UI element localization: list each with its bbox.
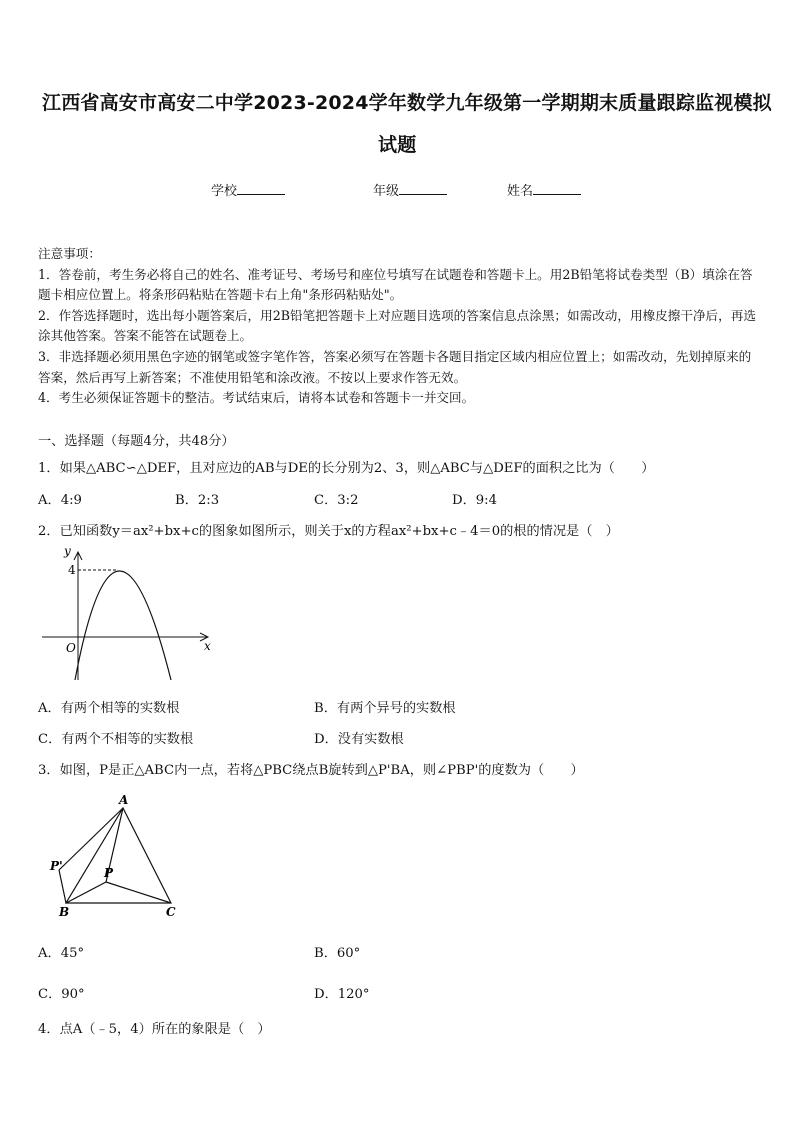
q2-option-c: C．有两个不相等的实数根 xyxy=(38,732,194,747)
note-item: 3．非选择题必须用黑色字迹的钢笔或签字笔作答，答案必须写在答题卡各题目指定区域内相应位置上；如需改动，先划掉原来的答案，然后再写上新答案；不准使用铅笔和涂改液。不按以上要求作答无效。 xyxy=(38,348,752,385)
grade-label: 年级 xyxy=(373,184,400,199)
school-blank xyxy=(237,182,285,195)
y-axis-label: y xyxy=(64,546,71,558)
vertex-c-label: C xyxy=(166,905,176,919)
q2-option-d: D．没有实数根 xyxy=(314,732,404,747)
q1-option-a: A．4:9 xyxy=(38,493,82,508)
q2-option-a: A．有两个相等的实数根 xyxy=(38,701,180,716)
x-axis-label: x xyxy=(204,639,211,653)
title-line-2: 试题 xyxy=(378,134,417,156)
q3-option-d: D．120° xyxy=(314,987,370,1002)
q3-option-a: A．45° xyxy=(38,946,85,961)
exam-notes xyxy=(38,244,760,409)
vertex-a-label: A xyxy=(119,793,129,807)
question-4-stem: 4．点A（﹣5，4）所在的象限是（ ） xyxy=(38,1022,271,1037)
title-line-1: 江西省高安市高安二中学2023-2024学年数学九年级第一学期期末质量跟踪监视模拟 xyxy=(42,92,772,114)
point-p-label: P xyxy=(104,866,114,880)
triangle-abc xyxy=(66,808,171,903)
grade-field xyxy=(373,180,447,199)
question-3-stem: 3．如图，P是正△ABC内一点，若将△PBC绕点B旋转到△P'BA，则∠PBP'的度数为（ ） xyxy=(38,763,584,778)
triangle-figure xyxy=(40,790,200,925)
name-field xyxy=(507,180,581,199)
question-2-stem: 2．已知函数y＝ax²+bx+c的图象如图所示，则关于x的方程ax²+bx+c﹣4＝0的根的情况是（ ） xyxy=(38,524,619,539)
segment-p1b xyxy=(59,870,66,903)
parabola-curve xyxy=(75,571,171,680)
q3-option-c: C．90° xyxy=(38,987,85,1002)
q3-option-b: B．60° xyxy=(314,946,361,961)
note-item: 2．作答选择题时，选出每小题答案后，用2B铅笔把答题卡上对应题目选项的答案信息点涂黑；如需改动，用橡皮擦干净后，再选涂其他答案。答案不能答在试题卷上。 xyxy=(38,307,756,344)
grade-blank xyxy=(399,182,447,195)
question-1-stem: 1．如果△ABC∽△DEF，且对应边的AB与DE的长分别为2、3，则△ABC与△DEF的面积之比为（ ） xyxy=(38,461,655,476)
name-label: 姓名 xyxy=(507,184,534,199)
q1-option-b: B．2:3 xyxy=(175,493,220,508)
segment-pc xyxy=(106,882,171,903)
name-blank xyxy=(533,182,581,195)
max-value-label: 4 xyxy=(68,563,76,577)
parabola-graph xyxy=(38,546,218,686)
q2-option-b: B．有两个异号的实数根 xyxy=(314,701,456,716)
school-label: 学校 xyxy=(211,184,238,199)
origin-label: O xyxy=(66,641,76,655)
section-heading: 一、选择题（每题4分，共48分） xyxy=(38,434,235,449)
school-field xyxy=(211,180,285,199)
point-p-prime-label: P' xyxy=(50,859,63,873)
note-item: 4．考生必须保证答题卡的整洁。考试结束后，请将本试卷和答题卡一并交回。 xyxy=(38,390,475,406)
q1-option-d: D．9:4 xyxy=(452,493,497,508)
notes-heading: 注意事项： xyxy=(38,246,101,261)
vertex-b-label: B xyxy=(59,905,70,919)
q1-option-c: C．3:2 xyxy=(314,493,359,508)
note-item: 1．答卷前，考生务必将自己的姓名、准考证号、考场号和座位号填写在试题卷和答题卡上。用2B铅笔将试卷类型（B）填涂在答题卡相应位置上。将条形码粘贴在答题卡右上角"条形码粘贴处"。 xyxy=(38,266,753,303)
